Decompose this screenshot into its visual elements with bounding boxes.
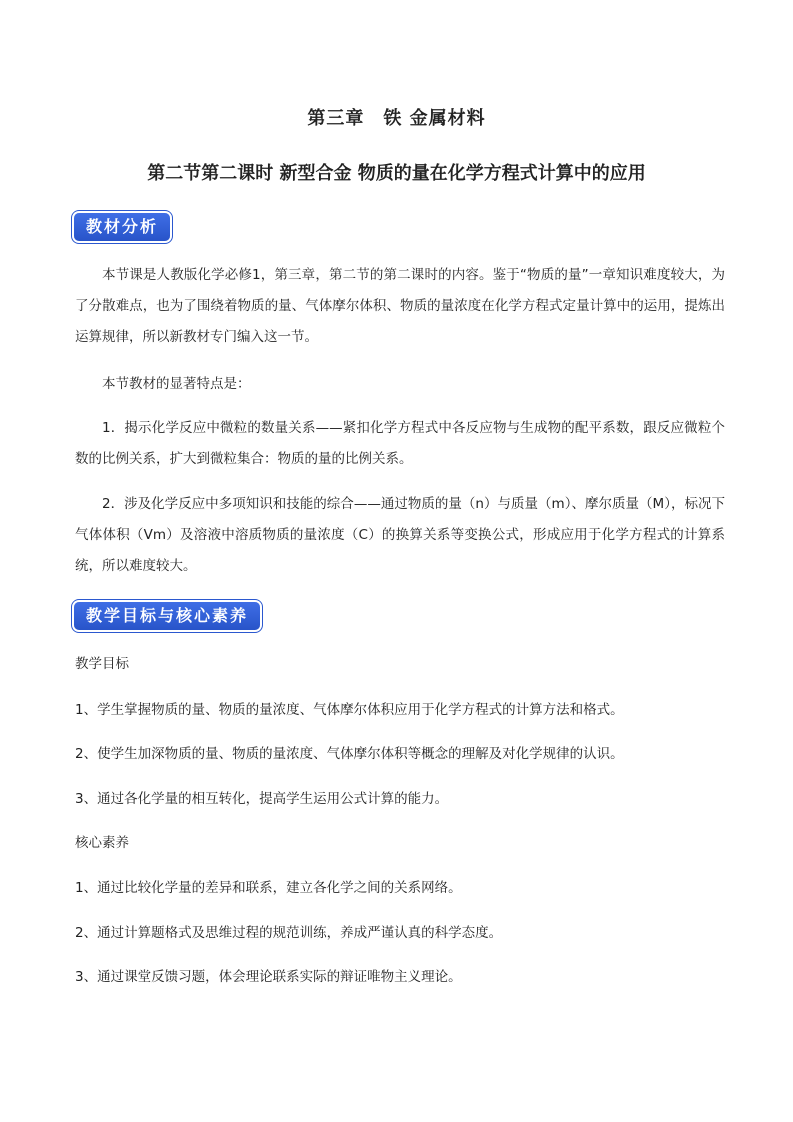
literacy-heading: 核心素养: [75, 835, 129, 851]
section-badge-goals-literacy: 教学目标与核心素养: [74, 602, 260, 630]
literacy-item: 3、通过课堂反馈习题，体会理论联系实际的辩证唯物主义理论。: [75, 969, 462, 985]
analysis-paragraph-1: 本节课是人教版化学必修1，第三章，第二节的第二课时的内容。鉴于“物质的量”一章知识难度较大，为了分散难点，也为了围绕着物质的量、气体摩尔体积、物质的量浓度在化学方程式定量计算中的运用，提炼出运算规律，所以新教材专门编入这一节。: [75, 267, 725, 345]
analysis-point-1: 1．揭示化学反应中微粒的数量关系——紧扣化学方程式中各反应物与生成物的配平系数，跟反应微粒个数的比例关系，扩大到微粒集合：物质的量的比例关系。: [75, 420, 725, 467]
literacy-item: 1、通过比较化学量的差异和联系，建立各化学之间的关系网络。: [75, 880, 462, 896]
section-badge-textbook-analysis: 教材分析: [74, 213, 170, 241]
lesson-title: 第二节第二课时 新型合金 物质的量在化学方程式计算中的应用: [147, 163, 646, 184]
goals-heading: 教学目标: [75, 656, 129, 672]
goal-item: 2、使学生加深物质的量、物质的量浓度、气体摩尔体积等概念的理解及对化学规律的认识。: [75, 746, 624, 762]
analysis-point-2: 2．涉及化学反应中多项知识和技能的综合——通过物质的量（n）与质量（m）、摩尔质量（M），标况下气体体积（Vm）及溶液中溶质物质的量浓度（C）的换算关系等变换公式，形成应用于化学方程式的计算系统，所以难度较大。: [75, 496, 725, 574]
goal-item: 1、学生掌握物质的量、物质的量浓度、气体摩尔体积应用于化学方程式的计算方法和格式。: [75, 702, 624, 718]
literacy-item: 2、通过计算题格式及思维过程的规范训练，养成严谨认真的科学态度。: [75, 925, 503, 941]
chapter-title: 第三章 铁 金属材料: [307, 108, 486, 129]
goal-item: 3、通过各化学量的相互转化，提高学生运用公式计算的能力。: [75, 791, 449, 807]
analysis-paragraph-2: 本节教材的显著特点是：: [102, 376, 251, 392]
